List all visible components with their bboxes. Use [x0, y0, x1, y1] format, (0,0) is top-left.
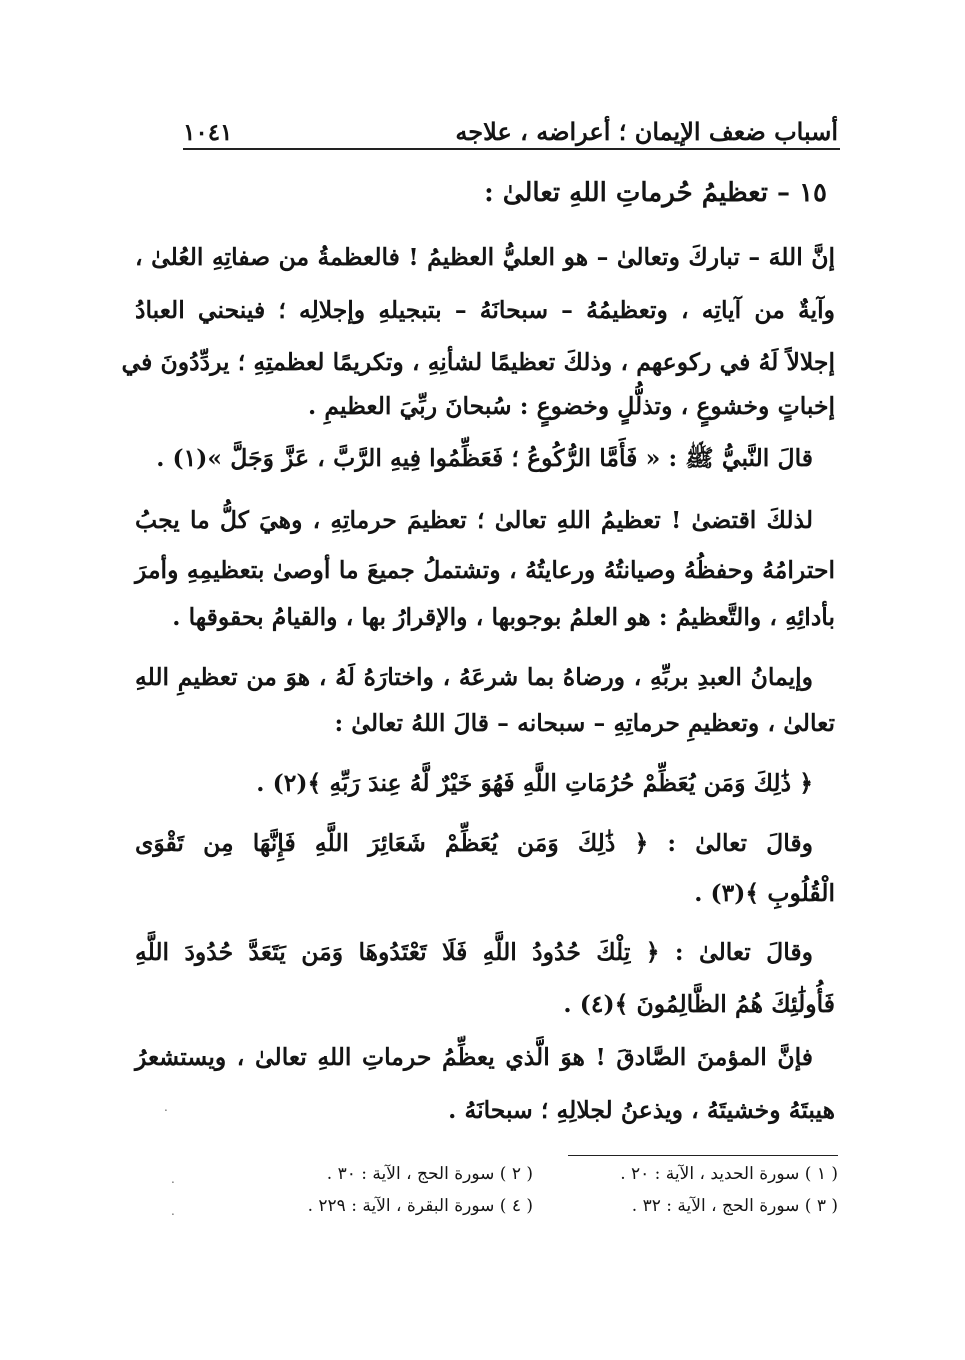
body-line: إنَّ اللهَ – تباركَ وتعالىٰ – هو العليُّ العظيمُ ! فالعظمةُ من صفاتِهِ العُلىٰ ،	[135, 243, 835, 271]
section-heading: ١٥ – تعظيمُ حُرماتِ اللهِ تعالىٰ :	[484, 178, 827, 208]
body-line: وآيةٌ من آياتِه ، وتعظيمُهُ – سبحانَهُ – بتبجيلهِ وإجلالِه ؛ فينحني العبادُ	[135, 296, 835, 324]
body-line: تعالىٰ ، وتعظيمِ حرماتِهِ – سبحانه – قالَ اللهُ تعالىٰ :	[334, 709, 835, 737]
quran-verse-line: الْقُلُوبِ ﴾(٣) .	[694, 879, 835, 907]
quran-verse-line: فَأُولَٰئِكَ هُمُ الظَّالِمُونَ ﴾(٤) .	[563, 990, 835, 1018]
quran-verse-line: وقالَ تعالىٰ : ﴿ تِلْكَ حُدُودُ اللَّهِ فَلَا تَعْتَدُوهَا وَمَن يَتَعَدَّ حُدُودَ اللَّهِ	[135, 938, 813, 966]
scan-speck: .	[164, 1100, 168, 1114]
body-line: وإيمانُ العبدِ بربِّهِ ، ورضاهُ بما شرعَهُ ، واختارَهُ لَهُ ، هوَ من تعظيمِ اللهِ	[135, 663, 813, 691]
body-line: بأدائِهِ ، والتَّعظيمُ : هو العلمُ بوجوبها ، والإقرارُ بها ، والقيامُ بحقوقها .	[172, 603, 835, 631]
footnote-divider	[568, 1155, 838, 1156]
body-line: هيبتَهُ وخشيتَهُ ، ويذعنُ لجلالِهِ ؛ سبحانَهُ .	[448, 1096, 835, 1124]
running-header	[183, 110, 838, 146]
quran-verse-line: ﴿ ذَٰلِكَ وَمَن يُعَظِّمْ حُرُمَاتِ اللَّهِ فَهُوَ خَيْرٌ لَّهُ عِندَ رَبِّهِ ﴾(٢) .	[256, 769, 813, 797]
scan-speck: .	[171, 1204, 175, 1218]
body-line: فإنَّ المؤمنَ الصَّادقَ ! هوَ الَّذي يعظِّمُ حرماتِ اللهِ تعالىٰ ، ويستشعرُ	[135, 1043, 813, 1071]
hadith-line: قالَ النَّبيُّ ﷺ : « فَأَمَّا الرُّكُوعُ ؛ فَعَظِّمُوا فِيهِ الرَّبَّ ، عَزَّ وَجَلَّ »(١) .	[156, 444, 813, 472]
footnote-4: ( ٤ ) سورة البقرة ، الآية : ٢٢٩ .	[307, 1196, 533, 1216]
body-line: إخباتٍ وخشوعٍ ، وتذلُّلٍ وخضوعٍ : سُبحانَ ربِّيَ العظيمِ .	[308, 392, 835, 420]
body-line: احترامُهُ وحفظُهُ وصيانتُهُ ورعايتُهُ ، وتشتملُ جميعَ ما أوصىٰ بتعظيمِهِ وأمرَ	[135, 556, 835, 584]
quran-verse-line: وقالَ تعالىٰ : ﴿ ذَٰلِكَ وَمَن يُعَظِّمْ شَعَائِرَ اللَّهِ فَإِنَّهَا مِن تَقْوَى	[135, 829, 813, 857]
header-divider	[183, 148, 840, 150]
body-line: إجلالاً لَهُ في ركوعهم ، وذلكَ تعظيمًا لشأنِهِ ، وتكريمًا لعظمتِهِ ؛ يردِّدُونَ في	[121, 348, 835, 376]
body-line: لذلكَ اقتضىٰ ! تعظيمُ اللهِ تعالىٰ ؛ تعظيمَ حرماتِهِ ، وهيَ كلُّ ما يجبُ	[135, 506, 813, 534]
running-header-title: أسباب ضعف الإيمان ؛ أعراضه ، علاجه	[455, 117, 838, 146]
footnote-1: ( ١ ) سورة الحديد ، الآية : ٢٠ .	[620, 1164, 838, 1184]
scan-speck: .	[171, 1172, 175, 1186]
page-number: ١٠٤١	[183, 119, 233, 146]
footnote-2: ( ٢ ) سورة الحج ، الآية : ٣٠ .	[326, 1164, 533, 1184]
footnote-3: ( ٣ ) سورة الحج ، الآية : ٣٢ .	[631, 1196, 838, 1216]
